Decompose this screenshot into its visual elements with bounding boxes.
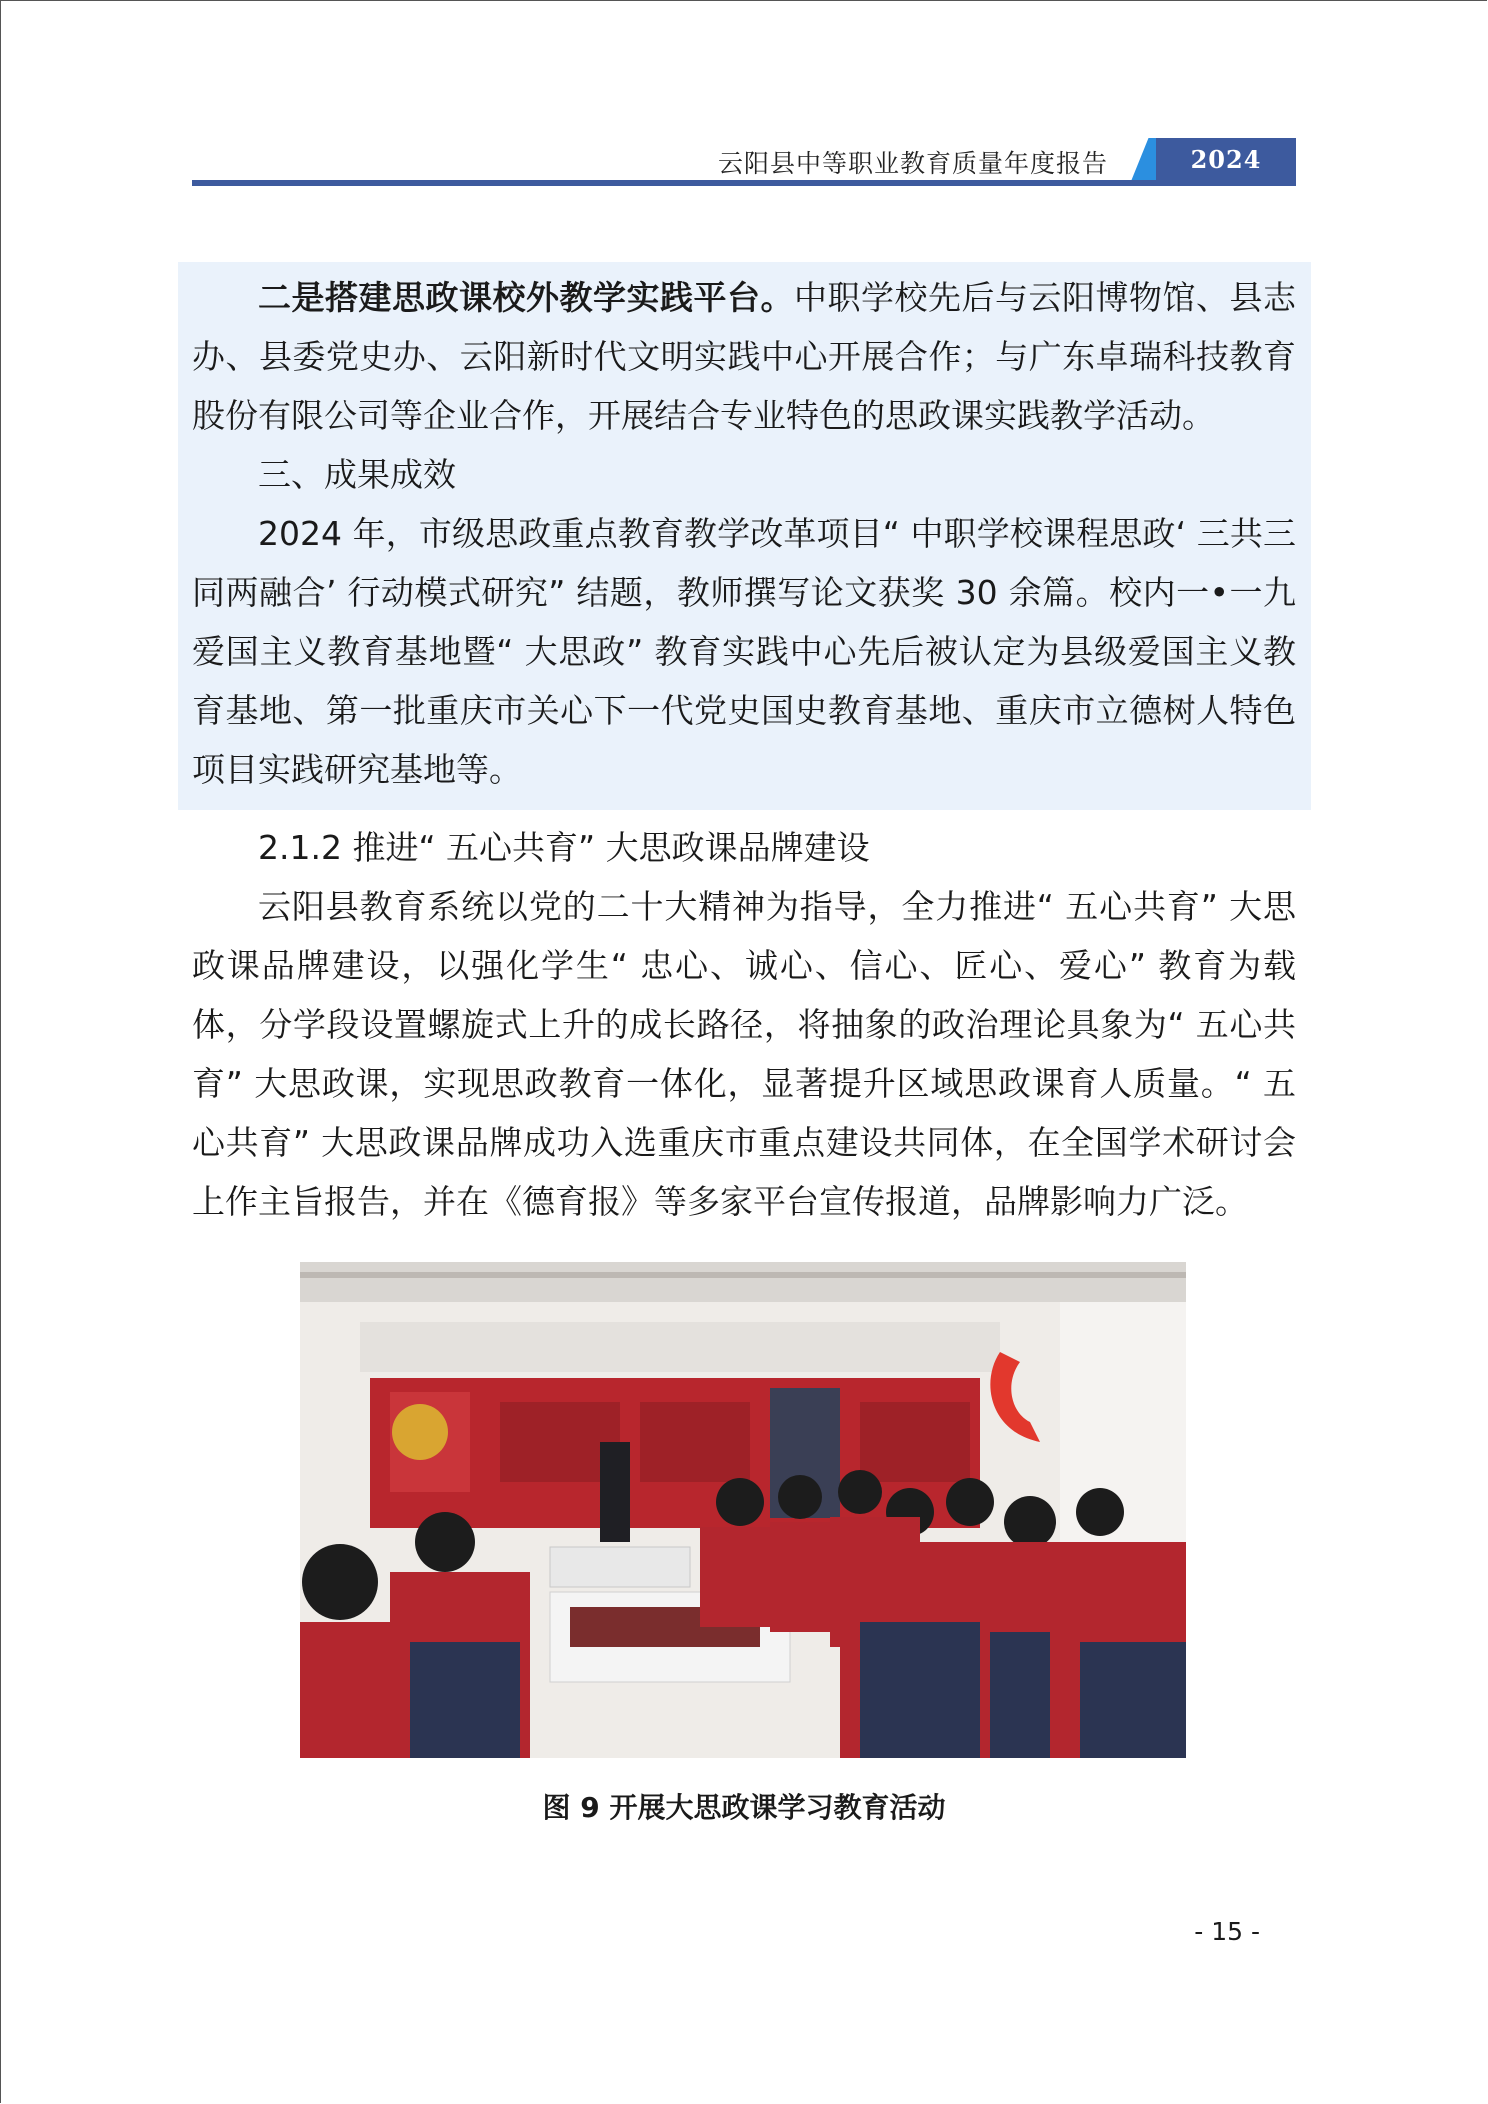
header-title: 云阳县中等职业教育质量年度报告 <box>717 149 1108 178</box>
section-heading: 2.1.2 推进“ 五心共育” 大思政课品牌建设 <box>258 828 870 867</box>
figure-caption: 图 9 开展大思政课学习教育活动 <box>542 1791 946 1824</box>
paragraph-brand: 云阳县教育系统以党的二十大精神为指导，全力推进“ 五心共育” 大思政课品牌建设，以强化学生“ 忠心、诚心、信心、匠心、爱心” 教育为载体，分学段设置螺旋式上升的成长路径，将抽象的政治理论具象为“ 五心共育” 大思政课，实现思政教育一体化，显著提升区域思政课育人质量。“ 五心共育” 大思政课品牌成功入选重庆市重点建设共同体，在全国学术研讨会上作主旨报告，并在《德育报》等多家平台宣传报道，品牌影响力广泛。 <box>192 887 1296 1221</box>
header-rule <box>192 180 1296 186</box>
header-year-badge <box>1156 138 1296 180</box>
header-year: 2024 <box>1190 144 1262 174</box>
highlight-content <box>192 268 1296 799</box>
photo-classroom <box>300 1262 1186 1758</box>
paragraph-platform <box>192 268 1296 445</box>
paragraph-body: 中职学校先后与云阳博物馆、县志办、县委党史办、云阳新时代文明实践中心开展合作；与广东卓瑞科技教育股份有限公司等企业合作，开展结合专业特色的思政课实践教学活动。 <box>192 278 1296 435</box>
photo-illustration <box>300 1262 1186 1758</box>
section-content <box>192 818 1296 1231</box>
page-header <box>192 136 1296 184</box>
page-number: - 15 - <box>1194 1917 1260 1946</box>
paragraph-lead: 二是搭建思政课校外教学实践平台。 <box>258 278 794 317</box>
subheading-results: 三、成果成效 <box>258 455 456 494</box>
paragraph-results: 2024 年，市级思政重点教育教学改革项目“ 中职学校课程思政‘ 三共三同两融合’ 行动模式研究” 结题，教师撰写论文获奖 30 余篇。校内一•一九爱国主义教育基地暨“ 大思政” 教育实践中心先后被认定为县级爱国主义教育基地、第一批重庆市关心下一代党史国史教育基地、重庆市立德树人特色项目实践研究基地等。 <box>192 514 1296 789</box>
